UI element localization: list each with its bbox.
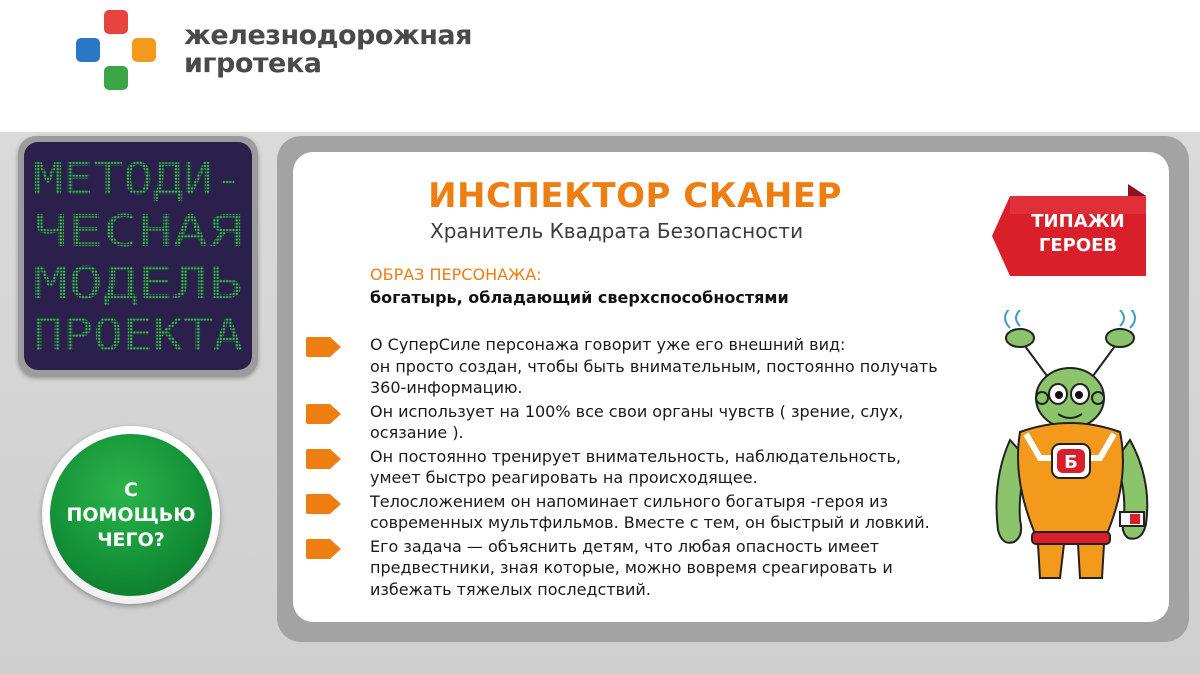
list-item-text: О СуперСиле персонажа говорит уже его внешний вид: он просто создан, чтобы быть внимательным, постоянно получать 360-информацию. <box>370 335 938 397</box>
image-value: богатырь, обладающий сверхспособностями <box>370 288 789 307</box>
arrow-marker-icon <box>304 336 342 358</box>
brand-name <box>184 22 472 78</box>
led-board-text <box>24 142 252 370</box>
ribbon-line1: ТИПАЖИ <box>1031 211 1125 232</box>
list-item <box>300 401 980 444</box>
list-item-text: Он использует на 100% все свои органы чувств ( зрение, слух, осязание ). <box>370 401 904 442</box>
list-item <box>300 536 980 601</box>
image-label: ОБРАЗ ПЕРСОНАЖА: <box>370 265 542 284</box>
arrow-marker-icon <box>304 403 342 425</box>
arrow-marker-icon <box>304 448 342 470</box>
led-board-screen <box>24 142 252 370</box>
list-item-text: Его задача — объяснить детям, что любая опасность имеет предвестники, зная которые, можно вовремя среагировать и избежать тяжелых последствий. <box>370 536 893 599</box>
character-subtitle: Хранитель Квадрата Безопасности <box>430 219 804 243</box>
arrow-marker-icon <box>304 493 342 515</box>
list-item <box>300 491 980 534</box>
led-board-line: ПРОЕКТА <box>33 310 243 361</box>
ribbon-line2: ГЕРОЕВ <box>1038 235 1118 256</box>
list-item <box>300 334 980 399</box>
brand-name-line2: игротека <box>184 48 322 79</box>
header <box>0 0 1200 132</box>
with-what-line1: С <box>124 478 138 501</box>
with-what-line2: ПОМОЩЬЮ <box>66 503 196 526</box>
list-item-text: Он постоянно тренирует внимательность, наблюдательность, умеет быстро реагировать на происходящее. <box>370 446 902 487</box>
hero-types-ribbon[interactable] <box>988 184 1150 288</box>
arrow-marker-icon <box>304 538 342 560</box>
led-board-line: МЕТОДИ- <box>33 154 243 205</box>
with-what-line3: ЧЕГО? <box>97 528 165 551</box>
feature-list <box>300 334 980 602</box>
mascot-badge-letter: Б <box>1064 452 1078 473</box>
list-item <box>300 446 980 489</box>
circle-button-frame <box>42 426 220 604</box>
brand-logo-icon <box>74 8 158 92</box>
with-what-button[interactable] <box>50 434 212 596</box>
led-board <box>18 136 258 376</box>
led-board-line: МОДЕЛЬ <box>33 258 243 309</box>
led-board-line: ЧЕСНАЯ <box>33 206 243 257</box>
character-title: ИНСПЕКТОР СКАНЕР <box>428 176 842 216</box>
brand-name-line1: железнодорожная <box>184 20 472 51</box>
list-item-text: Телосложением он напоминает сильного богатыря -героя из современных мультфильмов. Вместе с тем, он быстрый и ловкий. <box>370 491 930 532</box>
inspector-scanner-mascot <box>980 310 1180 586</box>
